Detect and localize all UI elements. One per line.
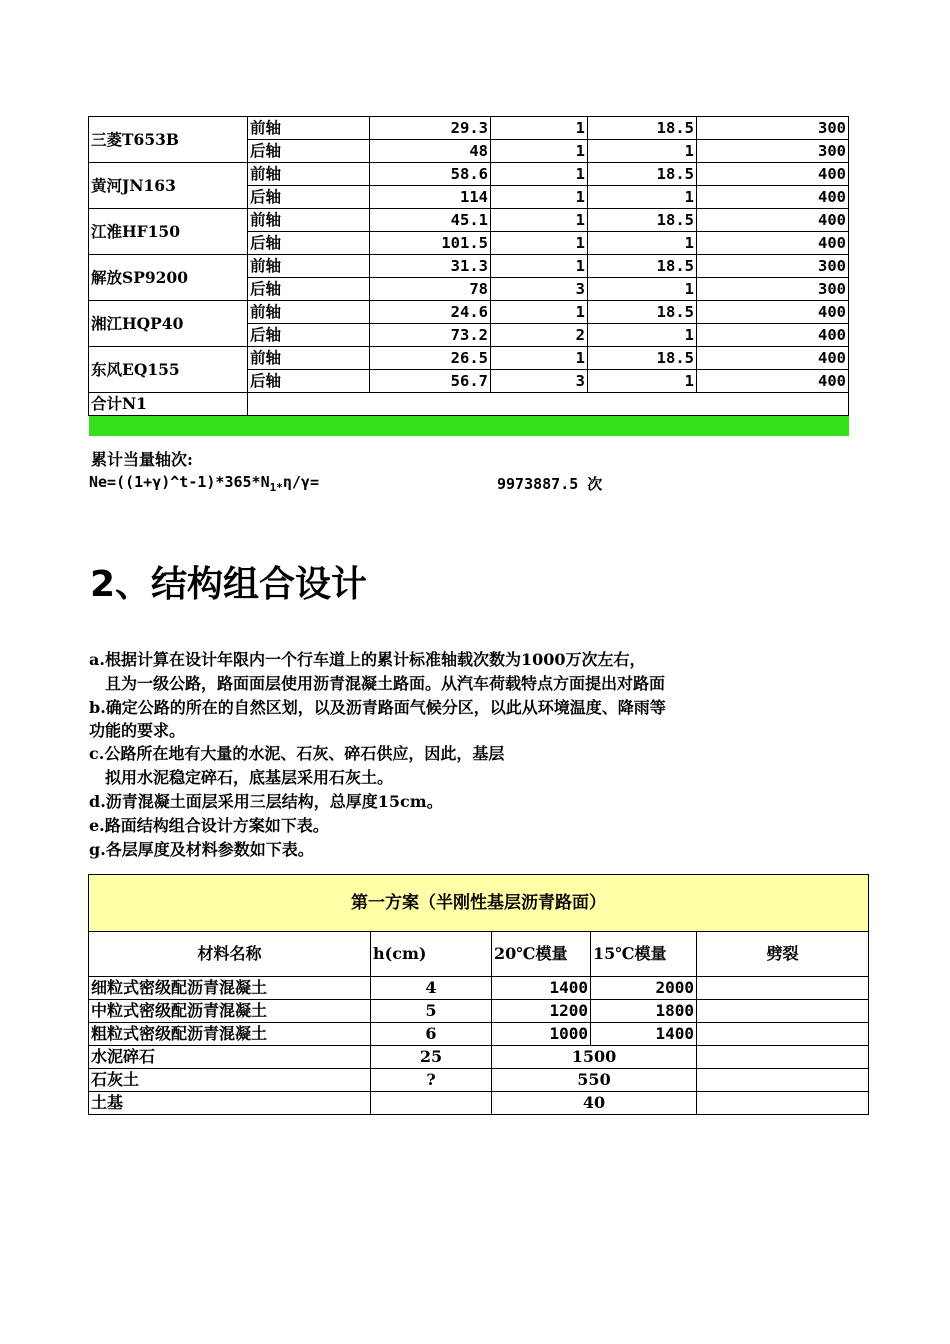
vehicle-name: 江淮HF150 [89,209,248,255]
coefficient-c2: 18.5 [588,301,697,324]
material-row [89,977,869,1000]
material-row [89,1023,869,1046]
cumulative-label: 累计当量轴次: [91,450,193,469]
coefficient-c1: 3 [491,278,588,301]
formula-suffix: η/γ= [282,473,319,491]
column-header: 材料名称 [89,932,371,977]
axle-row [89,163,849,186]
coefficient-c2: 18.5 [588,209,697,232]
axle-type: 前轴 [248,163,370,186]
vehicle-name: 三菱T653B [89,117,248,163]
coefficient-c2: 1 [588,140,697,163]
axle-row [89,209,849,232]
paragraph-line: 功能的要求。 [89,721,186,740]
axle-type: 后轴 [248,278,370,301]
axle-load: 48 [370,140,491,163]
formula-subscript: 1* [269,481,283,494]
coefficient-c1: 1 [491,301,588,324]
axle-load: 58.6 [370,163,491,186]
section-title: 2、结构组合设计 [90,564,368,605]
modulus-merged: 40 [492,1092,697,1115]
axle-row [89,255,849,278]
axle-type: 后轴 [248,186,370,209]
paragraph-line: e.路面结构组合设计方案如下表。 [89,816,329,835]
coefficient-c2: 1 [588,186,697,209]
vehicle-name: 解放SP9200 [89,255,248,301]
axle-load: 101.5 [370,232,491,255]
coefficient-c2: 18.5 [588,117,697,140]
modulus-15c: 2000 [591,977,697,1000]
axle-row [89,117,849,140]
axle-load: 114 [370,186,491,209]
daily-count: 400 [697,347,849,370]
modulus-merged: 550 [492,1069,697,1092]
material-row [89,1092,869,1115]
axle-type: 前轴 [248,117,370,140]
coefficient-c1: 1 [491,209,588,232]
axle-load: 73.2 [370,324,491,347]
axle-type: 前轴 [248,301,370,324]
total-label: 合计N1 [89,393,248,416]
coefficient-c1: 1 [491,255,588,278]
material-name: 土基 [89,1092,371,1115]
splitting-strength [697,1046,869,1069]
thickness: 6 [371,1023,492,1046]
plan-table [88,874,869,1115]
axle-type: 前轴 [248,209,370,232]
coefficient-c1: 1 [491,140,588,163]
modulus-20c: 1000 [492,1023,591,1046]
splitting-strength [697,1000,869,1023]
paragraph-line: 拟用水泥稳定碎石，底基层采用石灰土。 [89,768,394,787]
vehicle-name: 湘江HQP40 [89,301,248,347]
daily-count: 400 [697,301,849,324]
plan-table-wrapper [88,874,799,1115]
cumulative-formula [89,473,319,494]
coefficient-c1: 1 [491,347,588,370]
material-row [89,1000,869,1023]
coefficient-c1: 1 [491,232,588,255]
coefficient-c2: 1 [588,278,697,301]
total-row [89,393,849,416]
coefficient-c1: 3 [491,370,588,393]
daily-count: 300 [697,140,849,163]
daily-count: 400 [697,324,849,347]
material-name: 石灰土 [89,1069,371,1092]
coefficient-c2: 18.5 [588,347,697,370]
modulus-20c: 1200 [492,1000,591,1023]
coefficient-c1: 2 [491,324,588,347]
paragraph-line: c.公路所在地有大量的水泥、石灰、碎石供应，因此，基层 [89,744,505,763]
modulus-15c: 1400 [591,1023,697,1046]
coefficient-c1: 1 [491,186,588,209]
thickness [371,1092,492,1115]
daily-count: 400 [697,232,849,255]
modulus-20c: 1400 [492,977,591,1000]
material-row [89,1069,869,1092]
coefficient-c2: 18.5 [588,255,697,278]
column-header: 15℃模量 [591,932,697,977]
material-name: 水泥碎石 [89,1046,371,1069]
axle-type: 后轴 [248,324,370,347]
thickness: ? [371,1069,492,1092]
paragraph-line: b.确定公路的所在的自然区划，以及沥青路面气候分区，以此从环境温度、降雨等 [89,698,666,717]
paragraph-line: 且为一级公路，路面面层使用沥青混凝土路面。从汽车荷载特点方面提出对路面 [89,674,666,693]
axle-type: 前轴 [248,347,370,370]
column-header: h(cm) [371,932,492,977]
axle-load: 56.7 [370,370,491,393]
formula-prefix: Ne=((1+γ)^t-1)*365*N [89,473,270,491]
coefficient-c1: 1 [491,163,588,186]
material-name: 细粒式密级配沥青混凝土 [89,977,371,1000]
plan-title-row [89,875,869,932]
paragraph-line: a.根据计算在设计年限内一个行车道上的累计标准轴载次数为1000万次左右， [89,650,646,669]
modulus-merged: 1500 [492,1046,697,1069]
column-header: 劈裂 [697,932,869,977]
coefficient-c1: 1 [491,117,588,140]
paragraph-line: d.沥青混凝土面层采用三层结构，总厚度15cm。 [89,792,443,811]
thickness: 5 [371,1000,492,1023]
cumulative-result: 9973887.5 次 [497,475,603,493]
green-bar-row [89,416,849,437]
daily-count: 400 [697,370,849,393]
material-name: 中粒式密级配沥青混凝土 [89,1000,371,1023]
material-row [89,1046,869,1069]
daily-count: 400 [697,186,849,209]
daily-count: 300 [697,117,849,140]
axle-load: 45.1 [370,209,491,232]
coefficient-c2: 1 [588,370,697,393]
total-value [248,393,849,416]
daily-count: 400 [697,209,849,232]
material-name: 粗粒式密级配沥青混凝土 [89,1023,371,1046]
axle-type: 前轴 [248,255,370,278]
coefficient-c2: 18.5 [588,163,697,186]
splitting-strength [697,1023,869,1046]
coefficient-c2: 1 [588,324,697,347]
vehicle-name: 黄河JN163 [89,163,248,209]
daily-count: 300 [697,278,849,301]
axle-type: 后轴 [248,232,370,255]
daily-count: 300 [697,255,849,278]
axle-load: 78 [370,278,491,301]
column-header: 20℃模量 [492,932,591,977]
plan-header-row [89,932,869,977]
axle-type: 后轴 [248,370,370,393]
splitting-strength [697,977,869,1000]
plan-title: 第一方案（半刚性基层沥青路面） [89,875,869,932]
green-bar [89,416,849,437]
thickness: 25 [371,1046,492,1069]
splitting-strength [697,1092,869,1115]
splitting-strength [697,1069,869,1092]
modulus-15c: 1800 [591,1000,697,1023]
axle-load: 26.5 [370,347,491,370]
axle-load: 29.3 [370,117,491,140]
axle-load: 24.6 [370,301,491,324]
vehicle-name: 东风EQ155 [89,347,248,393]
thickness: 4 [371,977,492,1000]
paragraph-line: g.各层厚度及材料参数如下表。 [89,840,314,859]
axle-load: 31.3 [370,255,491,278]
axle-load-table-wrapper [88,116,846,436]
axle-row [89,301,849,324]
daily-count: 400 [697,163,849,186]
axle-load-table [88,116,849,436]
coefficient-c2: 1 [588,232,697,255]
axle-row [89,347,849,370]
axle-type: 后轴 [248,140,370,163]
